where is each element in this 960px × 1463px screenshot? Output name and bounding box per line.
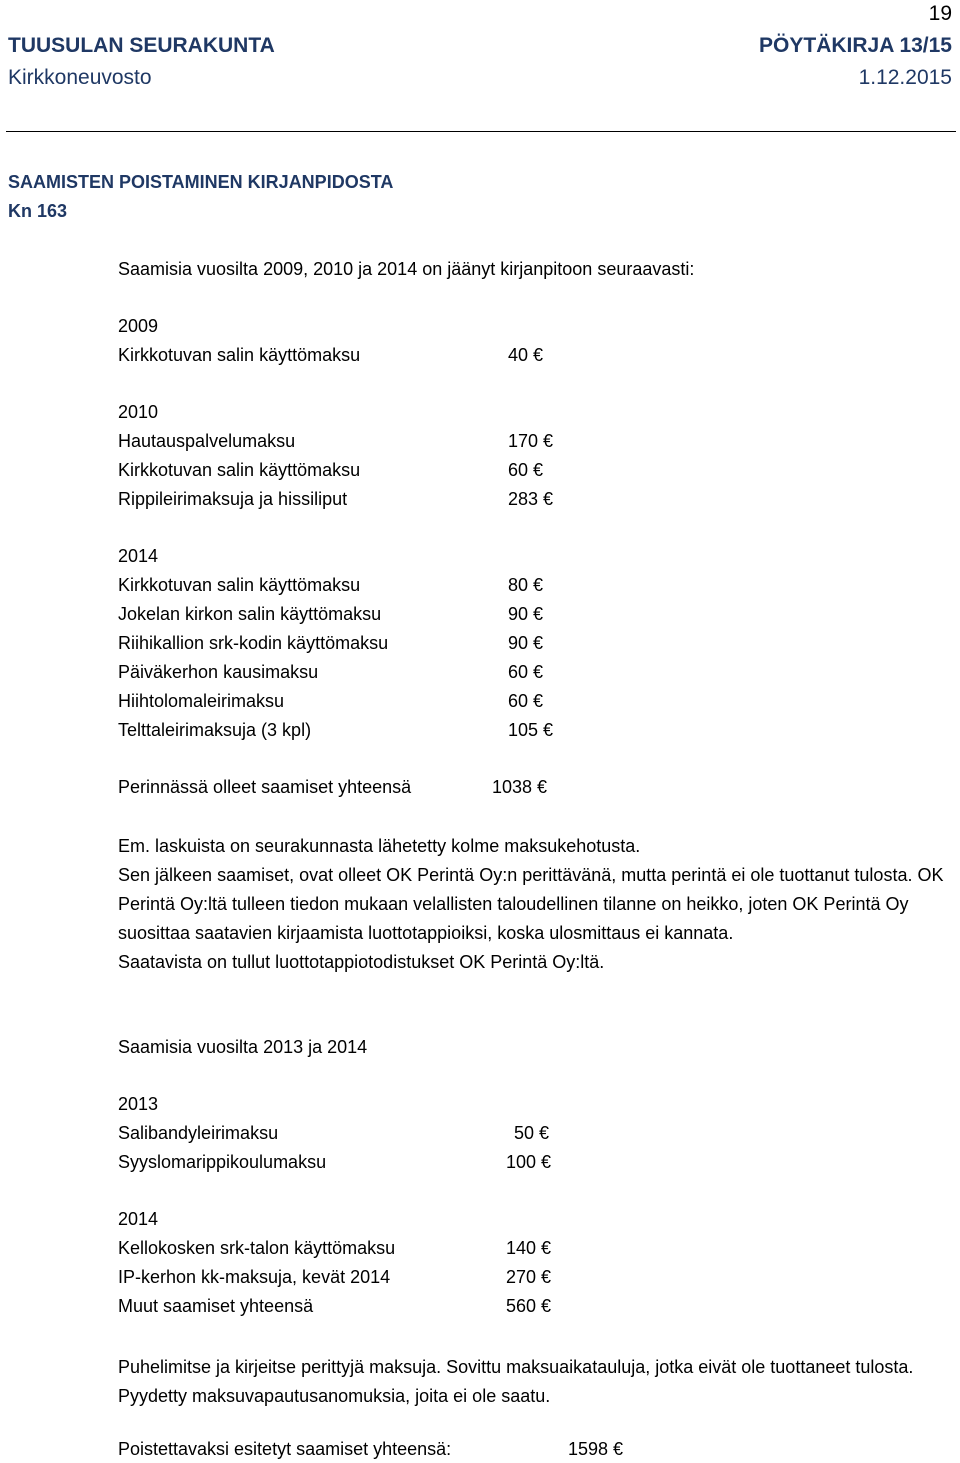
line-item-label: Hiihtolomaleirimaksu — [118, 691, 285, 711]
intro-text-2: Saamisia vuosilta 2013 ja 2014 — [118, 1037, 368, 1057]
line-item-label: Riihikallion srk-kodin käyttömaksu — [118, 633, 389, 653]
year-heading: 2013 — [118, 1094, 159, 1114]
line-item-label: IP-kerhon kk-maksuja, kevät 2014 — [118, 1267, 391, 1287]
document-id: PÖYTÄKIRJA 13/15 — [759, 34, 952, 57]
line-item-label: Hautauspalvelumaksu — [118, 431, 296, 451]
paragraph-line: Saatavista on tullut luottotappiotodistukset OK Perintä Oy:ltä. — [118, 952, 605, 972]
line-item-label: Telttaleirimaksuja (3 kpl) — [118, 720, 312, 740]
line-item-label: Kirkkotuvan salin käyttömaksu — [118, 575, 361, 595]
header-divider — [6, 131, 956, 132]
line-item-label: Jokelan kirkon salin käyttömaksu — [118, 604, 382, 624]
line-item-amount: 40 € — [508, 345, 544, 365]
line-item-label: Muut saamiset yhteensä — [118, 1296, 314, 1316]
line-item-label: Kellokosken srk-talon käyttömaksu — [118, 1238, 396, 1258]
line-item-amount: 80 € — [508, 575, 544, 595]
year-heading: 2014 — [118, 1209, 159, 1229]
year-heading: 2009 — [118, 316, 159, 336]
organization-name: TUUSULAN SEURAKUNTA — [8, 34, 275, 57]
line-item-amount: 283 € — [508, 489, 554, 509]
line-item-label: Salibandyleirimaksu — [118, 1123, 279, 1143]
section-number: Kn 163 — [8, 201, 68, 221]
line-item-amount: 140 € — [506, 1238, 552, 1258]
line-item-amount: 90 € — [508, 604, 544, 624]
line-item-amount: 90 € — [508, 633, 544, 653]
line-item-amount: 560 € — [506, 1296, 552, 1316]
total-amount: 1038 € — [492, 777, 548, 797]
meeting-date: 1.12.2015 — [858, 66, 952, 89]
year-heading: 2014 — [118, 546, 159, 566]
line-item-label: Rippileirimaksuja ja hissiliput — [118, 489, 348, 509]
line-item-label: Syyslomarippikoulumaksu — [118, 1152, 327, 1172]
paragraph-line: Sen jälkeen saamiset, ovat olleet OK Perintä Oy:n perittävänä, mutta perintä ei ole tuottanut tulosta. OK Perintä Oy:ltä tulleen tiedon mukaan velallisten taloudellinen tilanne on heikko, joten OK Perintä Oy suosittaa saatavien kirjaamista luottotappioiksi, koska ulosmittaus ei kannata. — [118, 865, 944, 943]
line-item-label: Päiväkerhon kausimaksu — [118, 662, 319, 682]
line-item-amount: 170 € — [508, 431, 554, 451]
collection-paragraph: Puhelimitse ja kirjeitse perittyjä maksuja. Sovittu maksuaikatauluja, jotka eivät ole tuottaneet tulosta. Pyydetty maksuvapautusanomuksia, joita ei ole saatu. — [118, 1357, 914, 1406]
total-label: Perinnässä olleet saamiset yhteensä — [118, 777, 412, 797]
explanation-paragraph — [118, 832, 948, 977]
line-item-amount: 60 € — [508, 691, 544, 711]
line-item-amount: 105 € — [508, 720, 554, 740]
line-item-amount: 50 € — [514, 1123, 550, 1143]
paragraph-line: Em. laskuista on seurakunnasta lähetetty kolme maksukehotusta. — [118, 836, 641, 856]
final-total-label: Poistettavaksi esitetyt saamiset yhteensä: — [118, 1439, 452, 1459]
year-heading: 2010 — [118, 402, 159, 422]
section-title: SAAMISTEN POISTAMINEN KIRJANPIDOSTA — [8, 172, 394, 192]
line-item-amount: 60 € — [508, 460, 544, 480]
line-item-label: Kirkkotuvan salin käyttömaksu — [118, 345, 361, 365]
line-item-amount: 270 € — [506, 1267, 552, 1287]
line-item-amount: 60 € — [508, 662, 544, 682]
page-number: 19 — [928, 2, 952, 25]
final-total-amount: 1598 € — [568, 1439, 624, 1459]
intro-text: Saamisia vuosilta 2009, 2010 ja 2014 on jäänyt kirjanpitoon seuraavasti: — [118, 259, 695, 279]
meeting-body: Kirkkoneuvosto — [8, 66, 152, 89]
line-item-label: Kirkkotuvan salin käyttömaksu — [118, 460, 361, 480]
line-item-amount: 100 € — [506, 1152, 552, 1172]
